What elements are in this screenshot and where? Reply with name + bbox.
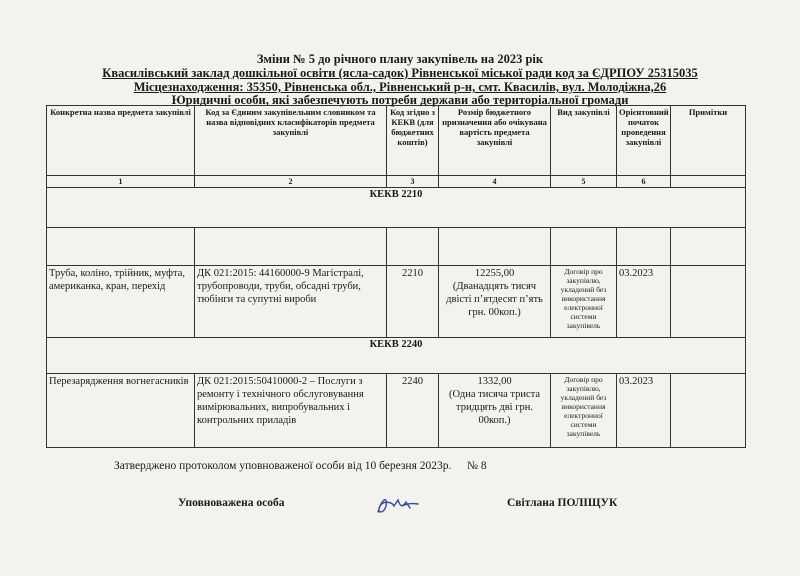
empty-row [47,228,746,266]
document-title: Зміни № 5 до річного плану закупівель на 2023 рік [256,52,544,66]
item-notes [671,374,746,448]
item-procurement-type: Договір про закупівлю, укладений без використання електронної системи закупівель [551,374,617,448]
column-number: 5 [551,176,617,188]
amount-value: 12255,00 [474,268,515,279]
section-row [47,338,746,374]
column-number: 6 [617,176,671,188]
amount-value: 1332,00 [477,376,512,387]
section-title: КЕКВ 2240 [47,338,746,374]
subtitle-line: Юридичні особи, які забезпечують потреби держави або територіальної громади [171,93,629,107]
column-header: Код згідно з КЕКВ (для бюджетних коштів) [387,106,439,176]
organization-line: Квасилівський заклад дошкільної освіти (ясла-садок) Рівненської міської ради код за ЄДРПОУ 25315035 [102,66,698,80]
table-header-row [47,106,746,176]
section-row [47,188,746,228]
signer-name: Світлана ПОЛІЩУК [507,497,618,509]
item-kekv: 2240 [387,374,439,448]
column-header: Конкретна назва предмета закупівлі [47,106,195,176]
table-row [47,374,746,448]
column-number: 3 [387,176,439,188]
column-number: 2 [195,176,387,188]
column-header: Примітки [671,106,746,176]
procurement-table [46,105,746,448]
signer-role: Уповноважена особа [178,497,285,509]
location-line: Місцезнаходження: 35350, Рівненська обл., Рівненський р-н, смт. Квасилів, вул. Молодіжна,26 [133,80,667,94]
handwritten-signature [372,492,422,518]
item-start-date: 03.2023 [617,266,671,338]
column-header: Орієнтовний початок проведення закупівлі [617,106,671,176]
column-header: Вид закупівлі [551,106,617,176]
column-number: 4 [439,176,551,188]
item-amount [439,374,551,448]
protocol-number: № 8 [467,460,487,472]
item-procurement-type: Договір про закупівлю, укладений без використання електронної системи закупівель [551,266,617,338]
amount-words: (Одна тисяча триста тридцять дві грн. 00коп.) [448,389,541,426]
column-header: Код за Єдиним закупівельним словником та назва відповідних класифікаторів предмета закупівлі [195,106,387,176]
column-header: Розмір бюджетного призначення або очікувана вартість предмета закупівлі [439,106,551,176]
table-row [47,266,746,338]
amount-words: (Дванадцять тисяч двісті п’ятдесят п’ять грн. 00коп.) [446,281,543,318]
item-amount [439,266,551,338]
section-title: КЕКВ 2210 [47,188,746,228]
approval-text: Затверджено протоколом уповноваженої особи від 10 березня 2023р. [114,460,452,472]
column-number: 1 [47,176,195,188]
item-name: Перезарядження вогнегасників [47,374,195,448]
item-start-date: 03.2023 [617,374,671,448]
column-number-row [47,176,746,188]
item-kekv: 2210 [387,266,439,338]
item-code: ДК 021:2015:50410000-2 – Послуги з ремонту і технічного обслуговування вимірювальних, випробувальних і контрольних приладів [195,374,387,448]
item-notes [671,266,746,338]
item-name: Труба, коліно, трійник, муфта, американка, кран, перехід [47,266,195,338]
item-code: ДК 021:2015: 44160000-9 Магістралі, трубопроводи, труби, обсадні труби, тюбінги та супутні вироби [195,266,387,338]
